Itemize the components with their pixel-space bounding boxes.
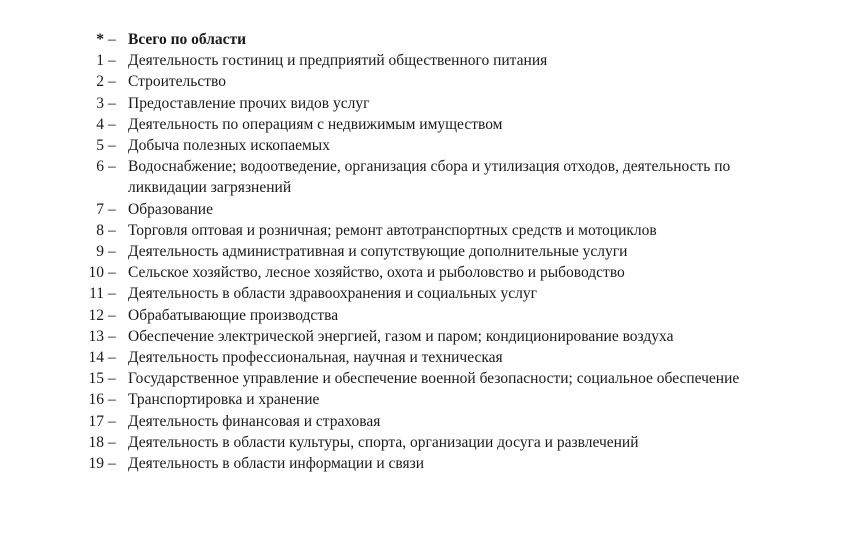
- legend-row: [80, 326, 800, 347]
- legend-row: [80, 50, 800, 71]
- industry-legend: [80, 29, 800, 474]
- legend-separator: –: [108, 349, 116, 367]
- legend-code: 15: [88, 370, 104, 388]
- legend-code: 14: [88, 349, 104, 367]
- legend-separator: –: [108, 433, 116, 451]
- legend-code: 9: [96, 243, 104, 261]
- legend-row: [80, 71, 800, 92]
- legend-code: 13: [88, 327, 104, 345]
- legend-separator: –: [108, 243, 116, 261]
- legend-code: 18: [88, 433, 104, 451]
- legend-label: Всего по области: [128, 31, 247, 48]
- legend-label: Транспортировка и хранение: [128, 391, 320, 409]
- legend-label: Деятельность по операциям с недвижимым имуществом: [128, 115, 503, 133]
- legend-label: Государственное управление и обеспечение военной безопасности; социальное обеспечение: [128, 370, 740, 388]
- legend-separator: –: [108, 412, 116, 430]
- legend-separator: –: [108, 73, 116, 91]
- legend-code: 4: [96, 115, 104, 133]
- legend-code: 10: [88, 264, 104, 282]
- legend-label: Обрабатывающие производства: [128, 306, 339, 324]
- legend-label: Деятельность в области информации и связи: [128, 455, 425, 473]
- legend-code: 5: [96, 137, 104, 155]
- legend-row: [80, 432, 800, 453]
- legend-label: Деятельность профессиональная, научная и техническая: [128, 349, 503, 367]
- legend-separator: –: [108, 391, 116, 409]
- legend-code: 19: [88, 455, 104, 473]
- legend-code: 7: [96, 200, 104, 218]
- legend-label: Обеспечение электрической энергией, газом и паром; кондиционирование воздуха: [128, 327, 674, 345]
- legend-row: [80, 453, 800, 474]
- legend-separator: –: [108, 137, 116, 155]
- legend-row-total: [80, 29, 800, 50]
- legend-code: 3: [96, 94, 104, 112]
- legend-row: [80, 283, 800, 304]
- legend-label: Строительство: [128, 73, 226, 91]
- legend-separator: –: [108, 327, 116, 345]
- legend-separator: –: [108, 31, 116, 48]
- legend-row: [80, 411, 800, 432]
- legend-separator: –: [108, 285, 116, 303]
- legend-label: Деятельность административная и сопутствующие дополнительные услуги: [128, 243, 628, 261]
- legend-row: [80, 347, 800, 368]
- legend-label: Образование: [128, 200, 213, 218]
- legend-separator: –: [108, 158, 116, 176]
- legend-label: Торговля оптовая и розничная; ремонт автотранспортных средств и мотоциклов: [128, 221, 657, 239]
- legend-code: *: [96, 31, 104, 48]
- legend-code: 12: [88, 306, 104, 324]
- legend-label: Водоснабжение; водоотведение, организация сбора и утилизация отходов, деятельность по ликвидации загрязнений: [128, 158, 731, 197]
- legend-row: [80, 220, 800, 241]
- legend-label: Сельское хозяйство, лесное хозяйство, охота и рыболовство и рыбоводство: [128, 264, 625, 282]
- legend-row: [80, 114, 800, 135]
- legend-code: 6: [96, 158, 104, 176]
- legend-label: Добыча полезных ископаемых: [128, 137, 330, 155]
- legend-row: [80, 262, 800, 283]
- legend-label: Предоставление прочих видов услуг: [128, 94, 370, 112]
- legend-code: 11: [89, 285, 104, 303]
- legend-separator: –: [108, 370, 116, 388]
- legend-row: [80, 93, 800, 114]
- legend-row: [80, 199, 800, 220]
- legend-separator: –: [108, 221, 116, 239]
- legend-row: [80, 368, 800, 389]
- legend-row: [80, 241, 800, 262]
- legend-code: 2: [96, 73, 104, 91]
- legend-row: [80, 305, 800, 326]
- legend-label: Деятельность в области здравоохранения и социальных услуг: [128, 285, 537, 303]
- legend-code: 8: [96, 221, 104, 239]
- legend-row: [80, 135, 800, 156]
- legend-label: Деятельность гостиниц и предприятий общественного питания: [128, 52, 548, 70]
- legend-separator: –: [108, 200, 116, 218]
- legend-code: 17: [88, 412, 104, 430]
- legend-code: 16: [88, 391, 104, 409]
- legend-separator: –: [108, 94, 116, 112]
- legend-separator: –: [108, 52, 116, 70]
- legend-code: 1: [96, 52, 104, 70]
- legend-separator: –: [108, 306, 116, 324]
- legend-separator: –: [108, 115, 116, 133]
- legend-separator: –: [108, 264, 116, 282]
- legend-row: [80, 389, 800, 410]
- legend-row: [80, 156, 800, 198]
- legend-separator: –: [108, 455, 116, 473]
- legend-label: Деятельность в области культуры, спорта, организации досуга и развлечений: [128, 433, 639, 451]
- legend-label: Деятельность финансовая и страховая: [128, 412, 381, 430]
